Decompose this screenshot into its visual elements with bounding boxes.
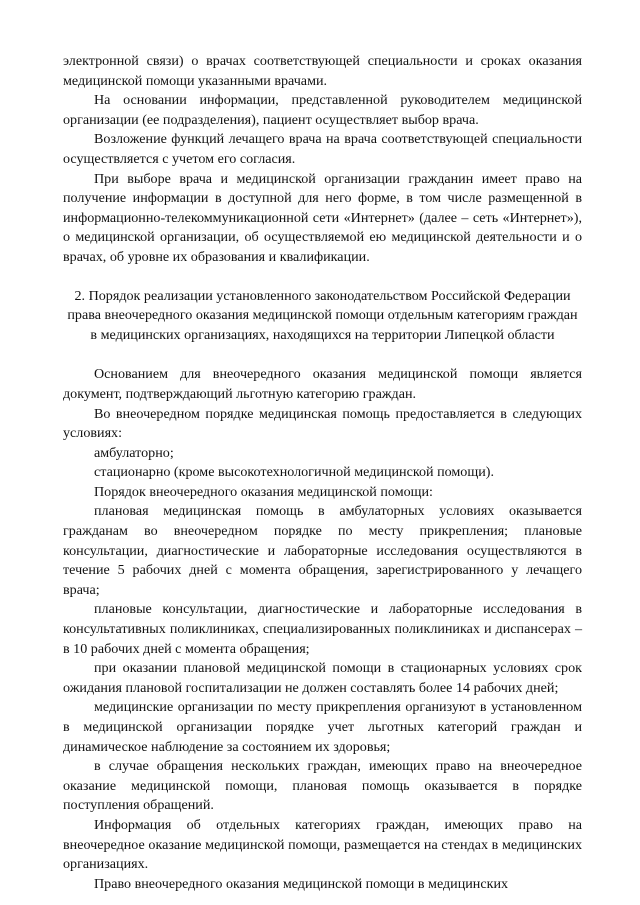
paragraph: Во внеочередном порядке медицинская помощь предоставляется в следующих условиях: — [63, 405, 582, 442]
list-item: стационарно (кроме высокотехнологичной медицинской помощи). — [94, 464, 494, 481]
paragraph: Право внеочередного оказания медицинской помощи в медицинских — [94, 875, 509, 892]
list-item: при оказании плановой медицинской помощи в стационарных условиях срок ожидания плановой госпитализации не должен составлять более 14 рабочих дней; — [63, 660, 582, 696]
section-heading: 2. Порядок реализации установленного законодательством Российской Федерации права внеочередного оказания медицинской помощи отдельным категориям граждан в медицинских организациях, находящихся на территории Липецкой области — [67, 287, 578, 343]
paragraph: Возложение функций лечащего врача на врача соответствующей специальности осуществляется с учетом его согласия. — [63, 131, 582, 167]
list-item: в случае обращения нескольких граждан, имеющих право на внеочередное оказание медицинской помощи, плановая помощь оказывается в порядке поступления обращений. — [63, 758, 582, 814]
list-item: медицинские организации по месту прикрепления организуют в установленном в медицинской организации порядке учет льготных категорий граждан и динамическое наблюдение за состоянием их здоровья; — [63, 699, 582, 755]
list-item: плановые консультации, диагностические и лабораторные исследования в консультативных поликлиниках, специализированных поликлиниках и диспансерах – в 10 рабочих дней с момента обращения; — [63, 601, 582, 657]
paragraph: Порядок внеочередного оказания медицинской помощи: — [94, 483, 433, 500]
paragraph: электронной связи) о врачах соответствующей специальности и сроках оказания медицинской помощи указанными врачами. — [63, 53, 582, 89]
list-item: амбулаторно; — [94, 444, 174, 461]
paragraph: При выборе врача и медицинской организации гражданин имеет право на получение информации в доступной для него форме, в том числе размещенной в информационно-телекоммуникационной сети «Интернет» (далее – сеть «Интернет»), о медицинской организации, об осуществляемой ею медицинской деятельности и о врачах, об уровне их образования и квалификации. — [63, 170, 582, 265]
paragraph: Основанием для внеочередного оказания медицинской помощи является документ, подтверждающий льготную категорию граждан. — [63, 366, 582, 402]
paragraph: Информация об отдельных категориях граждан, имеющих право на внеочередное оказание медицинской помощи, размещается на стендах в медицинских организациях. — [63, 816, 582, 873]
paragraph: На основании информации, представленной руководителем медицинской организации (ее подразделения), пациент осуществляет выбор врача. — [63, 92, 582, 128]
list-item: плановая медицинская помощь в амбулаторных условиях оказывается гражданам во внеочередном порядке по месту прикрепления; плановые консультации, диагностические и лабораторные исследования осуществляются в течение 5 рабочих дней с момента обращения, зарегистрированного у лечащего врача; — [63, 503, 582, 598]
